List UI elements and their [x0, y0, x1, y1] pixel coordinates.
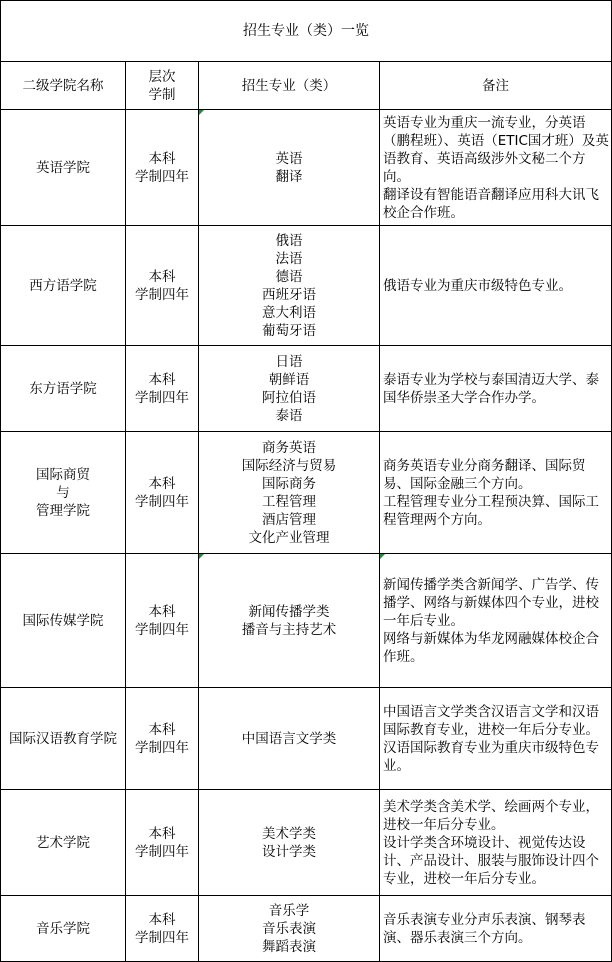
- majors-cell: [199, 688, 380, 790]
- table-title: 招生专业（类）一览: [1, 1, 612, 62]
- note-text: 网络与新媒体为华龙网融媒体校企合作班。: [383, 630, 599, 665]
- table-row: [1, 110, 612, 226]
- major-item: 设计学类: [262, 843, 316, 860]
- note-text: 汉语国际教育专业为重庆市级特色专业。: [383, 739, 599, 774]
- degree-level: 本科: [148, 475, 176, 492]
- notes-cell: [380, 346, 612, 432]
- major-item: 意大利语: [262, 304, 316, 321]
- header-system-line1: 层次: [148, 68, 176, 85]
- college-name: 与: [56, 484, 70, 501]
- degree-level: 本科: [148, 911, 176, 928]
- major-item: 舞蹈表演: [262, 938, 316, 955]
- college-cell: [1, 554, 126, 688]
- major-item: 商务英语: [262, 439, 316, 456]
- major-item: 美术学类: [262, 825, 316, 842]
- system-cell: [126, 688, 199, 790]
- college-name: 英语学院: [36, 159, 90, 176]
- college-cell: [1, 688, 126, 790]
- major-item: 德语: [275, 268, 303, 285]
- table-row: [1, 688, 612, 790]
- system-cell: [126, 226, 199, 346]
- notes-cell: [380, 432, 612, 554]
- major-item: 播音与主持艺术: [241, 621, 337, 638]
- major-item: 日语: [275, 353, 303, 370]
- system-cell: [126, 790, 199, 896]
- major-item: 朝鲜语: [268, 371, 310, 388]
- note-text: 英语专业为重庆一流专业，分英语（鹏程班）、英语（ETIC国才班）及英语教育、英语高级涉外文秘二个方向。: [383, 114, 609, 185]
- major-item: 工程管理: [262, 493, 316, 510]
- title-row: [1, 1, 612, 62]
- college-name: 艺术学院: [36, 834, 90, 851]
- college-name: 音乐学院: [36, 920, 90, 937]
- major-item: 音乐学: [268, 902, 310, 919]
- study-years: 学制四年: [135, 929, 189, 946]
- majors-cell: [199, 554, 380, 688]
- system-cell: [126, 554, 199, 688]
- majors-cell: [199, 432, 380, 554]
- college-cell: [1, 110, 126, 226]
- note-text: 新闻传播学类含新闻学、广告学、传播学、网络与新媒体四个专业，进校一年后专业。: [383, 576, 599, 629]
- major-item: 新闻传播学类: [248, 603, 330, 620]
- major-item: 法语: [275, 250, 303, 267]
- system-cell: [126, 346, 199, 432]
- notes-cell: [380, 554, 612, 688]
- degree-level: 本科: [148, 371, 176, 388]
- major-item: 中国语言文学类: [241, 730, 337, 747]
- note-text: 美术学类含美术学、绘画两个专业，进校一年后分专业。: [383, 798, 599, 833]
- table-row: [1, 226, 612, 346]
- system-cell: [126, 432, 199, 554]
- table-body: [1, 110, 612, 962]
- notes-cell: [380, 790, 612, 896]
- college-name: 国际汉语教育学院: [9, 730, 117, 747]
- major-item: 阿拉伯语: [262, 389, 316, 406]
- table-row: [1, 346, 612, 432]
- college-cell: [1, 346, 126, 432]
- degree-level: 本科: [148, 721, 176, 738]
- note-text: 翻译设有智能语音翻译应用科大讯飞校企合作班。: [383, 186, 599, 221]
- college-cell: [1, 226, 126, 346]
- major-item: 西班牙语: [262, 286, 316, 303]
- study-years: 学制四年: [135, 286, 189, 303]
- notes-cell: [380, 226, 612, 346]
- college-name: 西方语学院: [29, 277, 97, 294]
- study-years: 学制四年: [135, 389, 189, 406]
- major-item: 葡萄牙语: [262, 322, 316, 339]
- header-system-line2: 学制: [148, 86, 176, 103]
- header-row: [1, 62, 612, 110]
- study-years: 学制四年: [135, 843, 189, 860]
- degree-level: 本科: [148, 150, 176, 167]
- table-row: [1, 896, 612, 962]
- notes-cell: [380, 688, 612, 790]
- header-majors: 招生专业（类）: [199, 62, 380, 110]
- college-name: 国际商贸: [36, 466, 90, 483]
- college-name: 管理学院: [36, 502, 90, 519]
- notes-cell: [380, 896, 612, 962]
- note-text: 设计学类含环境设计、视觉传达设计、产品设计、服装与服饰设计四个专业，进校一年后分专业。: [383, 834, 599, 887]
- study-years: 学制四年: [135, 168, 189, 185]
- major-item: 音乐表演: [262, 920, 316, 937]
- college-name: 东方语学院: [29, 380, 97, 397]
- header-college: 二级学院名称: [1, 62, 126, 110]
- notes-cell: [380, 110, 612, 226]
- major-item: 英语: [275, 150, 303, 167]
- college-cell: [1, 790, 126, 896]
- degree-level: 本科: [148, 268, 176, 285]
- majors-cell: [199, 226, 380, 346]
- study-years: 学制四年: [135, 621, 189, 638]
- note-text: 工程管理专业分工程预决算、国际工程管理两个方向。: [383, 493, 599, 528]
- system-cell: [126, 896, 199, 962]
- table-row: [1, 554, 612, 688]
- majors-cell: [199, 896, 380, 962]
- majors-cell: [199, 110, 380, 226]
- majors-cell: [199, 790, 380, 896]
- major-item: 俄语: [275, 232, 303, 249]
- note-text: 商务英语专业分商务翻译、国际贸易、国际金融三个方向。: [383, 457, 586, 492]
- college-cell: [1, 896, 126, 962]
- college-cell: [1, 432, 126, 554]
- header-notes: 备注: [380, 62, 612, 110]
- system-cell: [126, 110, 199, 226]
- study-years: 学制四年: [135, 493, 189, 510]
- major-item: 酒店管理: [262, 511, 316, 528]
- table-row: [1, 790, 612, 896]
- majors-cell: [199, 346, 380, 432]
- major-item: 文化产业管理: [248, 529, 330, 546]
- note-text: 泰语专业为学校与泰国清迈大学、泰国华侨崇圣大学合作办学。: [383, 371, 599, 406]
- major-item: 国际经济与贸易: [241, 457, 337, 474]
- college-name: 国际传媒学院: [22, 612, 104, 629]
- note-text: 俄语专业为重庆市级特色专业。: [383, 277, 572, 294]
- degree-level: 本科: [148, 603, 176, 620]
- note-text: 中国语言文学类含汉语言文学和汉语国际教育专业，进校一年后分专业。: [383, 703, 599, 738]
- study-years: 学制四年: [135, 739, 189, 756]
- major-item: 翻译: [275, 168, 303, 185]
- major-item: 国际商务: [262, 475, 316, 492]
- header-system: [126, 62, 199, 110]
- degree-level: 本科: [148, 825, 176, 842]
- note-text: 音乐表演专业分声乐表演、钢琴表演、器乐表演三个方向。: [383, 911, 586, 946]
- major-item: 泰语: [275, 407, 303, 424]
- table-row: [1, 432, 612, 554]
